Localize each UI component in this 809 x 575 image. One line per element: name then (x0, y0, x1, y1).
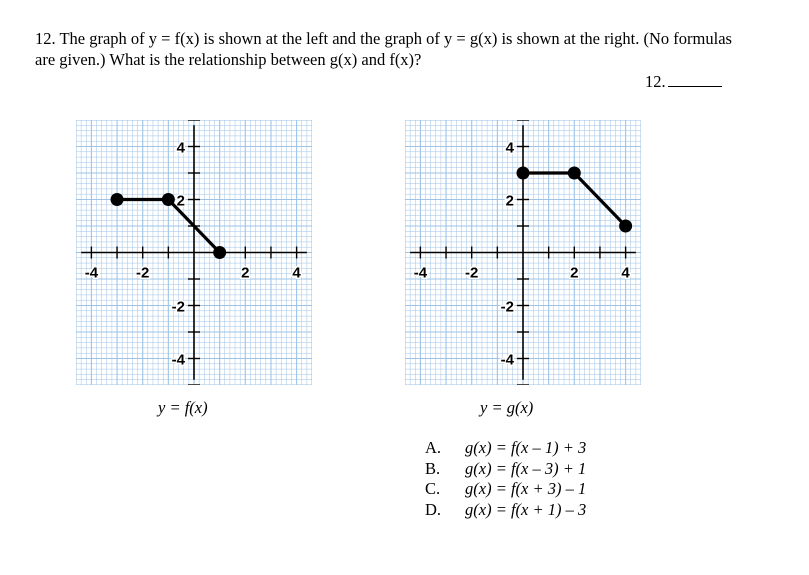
data-point (162, 193, 175, 206)
choice-expression: g(x) = f(x + 3) – 1 (465, 479, 587, 498)
graph-f (76, 120, 312, 385)
x-tick-label: -2 (465, 264, 479, 282)
choice-expression: g(x) = f(x – 1) + 3 (465, 438, 587, 457)
choice-letter: D. (425, 499, 442, 519)
choice-letter: B. (425, 458, 441, 478)
x-tick-label: 2 (241, 264, 250, 282)
y-tick-label: 4 (176, 139, 185, 157)
x-tick-label: 2 (570, 264, 579, 282)
y-tick-label: -4 (500, 351, 514, 369)
choice-letter: A. (425, 438, 442, 457)
data-point (517, 167, 530, 180)
caption-g: y = g(x) (480, 398, 534, 417)
x-tick-label: 4 (621, 264, 630, 282)
question-number: 12. (35, 29, 56, 48)
choice-a[interactable] (425, 438, 586, 459)
choice-b[interactable] (425, 459, 586, 480)
question-body: The graph of y = f(x) is shown at the left and the graph of y = g(x) is shown at the right. (No formulas are given.) What is the relationship between g(x) and f(x)? (35, 29, 732, 69)
data-point (619, 220, 632, 233)
choice-expression: g(x) = f(x + 1) – 3 (465, 499, 587, 519)
choice-letter: C. (425, 479, 441, 498)
data-point (111, 193, 124, 206)
data-point (568, 167, 581, 180)
answer-line[interactable] (668, 72, 722, 87)
x-tick-label: -4 (413, 264, 428, 282)
y-tick-label: 2 (505, 192, 514, 210)
data-point (213, 246, 226, 259)
y-tick-label: -2 (171, 298, 185, 316)
choice-c[interactable] (425, 479, 586, 500)
choice-d[interactable] (425, 500, 586, 521)
x-tick-label: -2 (136, 264, 150, 282)
x-tick-label: -4 (84, 264, 99, 282)
caption-f: y = f(x) (158, 398, 208, 417)
answer-blank-label: 12. (645, 72, 666, 91)
question-text (35, 28, 755, 70)
y-tick-label: -4 (171, 351, 185, 369)
y-tick-label: 2 (176, 192, 185, 210)
x-tick-label: 4 (292, 264, 301, 282)
y-tick-label: 4 (505, 139, 514, 157)
y-tick-label: -2 (500, 298, 514, 316)
choice-expression: g(x) = f(x – 3) + 1 (465, 458, 587, 478)
answer-blank (645, 72, 722, 92)
graph-g (405, 120, 641, 385)
answer-choices (425, 438, 586, 520)
